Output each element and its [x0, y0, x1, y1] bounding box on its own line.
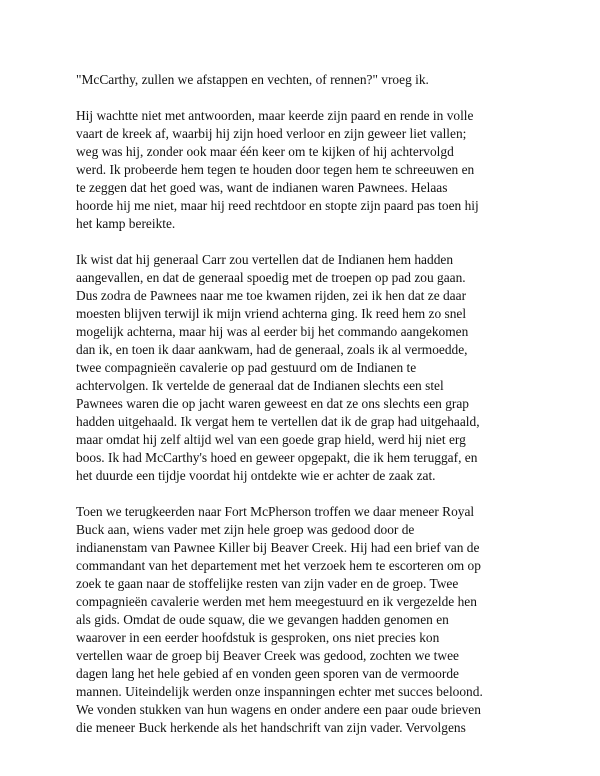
text-line: zoek te gaan naar de stoffelijke resten van zijn vader en de groep. Twee [76, 576, 459, 591]
paragraph [76, 503, 534, 737]
text-line: maar omdat hij zelf altijd wel van een goede grap hield, werd hij niet erg [76, 432, 466, 447]
text-line: hadden uitgehaald. Ik vergat hem te vertellen dat ik de grap had uitgehaald, [76, 414, 480, 429]
text-line: Hij wachtte niet met antwoorden, maar keerde zijn paard en rende in volle [76, 108, 474, 123]
text-line: als gids. Omdat de oude squaw, die we gevangen hadden genomen en [76, 612, 449, 627]
text-line: Ik wist dat hij generaal Carr zou vertellen dat de Indianen hem hadden [76, 252, 454, 267]
text-line: compagnieën cavalerie werden met hem meegestuurd en ik vergezelde hen [76, 594, 477, 609]
text-line: Buck aan, wiens vader met zijn hele groep was gedood door de [76, 522, 415, 537]
text-line: achtervolgen. Ik vertelde de generaal dat de Indianen slechts een stel [76, 378, 444, 393]
text-line: "McCarthy, zullen we afstappen en vechten, of rennen?" vroeg ik. [76, 72, 429, 87]
text-line: het kamp bereikte. [76, 216, 176, 231]
text-line: dan ik, en toen ik daar aankwam, had de generaal, zoals ik al vermoedde, [76, 342, 468, 357]
text-line: het duurde een tijdje voordat hij ontdekte wie er achter de zaak zat. [76, 468, 436, 483]
text-line: indianenstam van Pawnee Killer bij Beaver Creek. Hij had een brief van de [76, 540, 480, 555]
paragraph [76, 71, 534, 89]
text-line: te zeggen dat het goed was, want de indianen waren Pawnees. Helaas [76, 180, 448, 195]
text-line: mannen. Uiteindelijk werden onze inspanningen echter met succes beloond. [76, 684, 483, 699]
text-line: boos. Ik had McCarthy's hoed en geweer opgepakt, die ik hem teruggaf, en [76, 450, 478, 465]
text-line: mogelijk achterna, maar hij was al eerder bij het commando aangekomen [76, 324, 469, 339]
text-line: We vonden stukken van hun wagens en onder andere een paar oude brieven [76, 702, 481, 717]
text-line: weg was hij, zonder ook maar één keer om te kijken of hij achtervolgd [76, 144, 454, 159]
document-body [76, 71, 534, 755]
text-line: vaart de kreek af, waarbij hij zijn hoed verloor en zijn geweer liet vallen; [76, 126, 467, 141]
text-line: waarover in een eerder hoofdstuk is gesproken, ons niet precies kon [76, 630, 440, 645]
text-line: vertellen waar de groep bij Beaver Creek was gedood, zochten we twee [76, 648, 459, 663]
text-line: Pawnees waren die op jacht waren geweest en dat ze ons slechts een grap [76, 396, 470, 411]
text-line: dagen lang het hele gebied af en vonden geen sporen van de vermoorde [76, 666, 459, 681]
text-line: Dus zodra de Pawnees naar me toe kwamen rijden, zei ik hen dat ze daar [76, 288, 467, 303]
text-line: werd. Ik probeerde hem tegen te houden door tegen hem te schreeuwen en [76, 162, 475, 177]
text-line: twee compagnieën cavalerie op pad gestuurd om de Indianen te [76, 360, 417, 375]
paragraph [76, 251, 534, 485]
text-line: moesten blijven terwijl ik mijn vriend achterna ging. Ik reed hem zo snel [76, 306, 467, 321]
text-line: commandant van het departement met het verzoek hem te escorteren om op [76, 558, 481, 573]
text-line: aangevallen, en dat de generaal spoedig met de troepen op pad zou gaan. [76, 270, 466, 285]
text-line: hoorde hij me niet, maar hij reed rechtdoor en stopte zijn paard pas toen hij [76, 198, 479, 213]
text-line: die meneer Buck herkende als het handschrift van zijn vader. Vervolgens [76, 720, 466, 735]
text-line: Toen we terugkeerden naar Fort McPherson troffen we daar meneer Royal [76, 504, 475, 519]
paragraph [76, 107, 534, 233]
